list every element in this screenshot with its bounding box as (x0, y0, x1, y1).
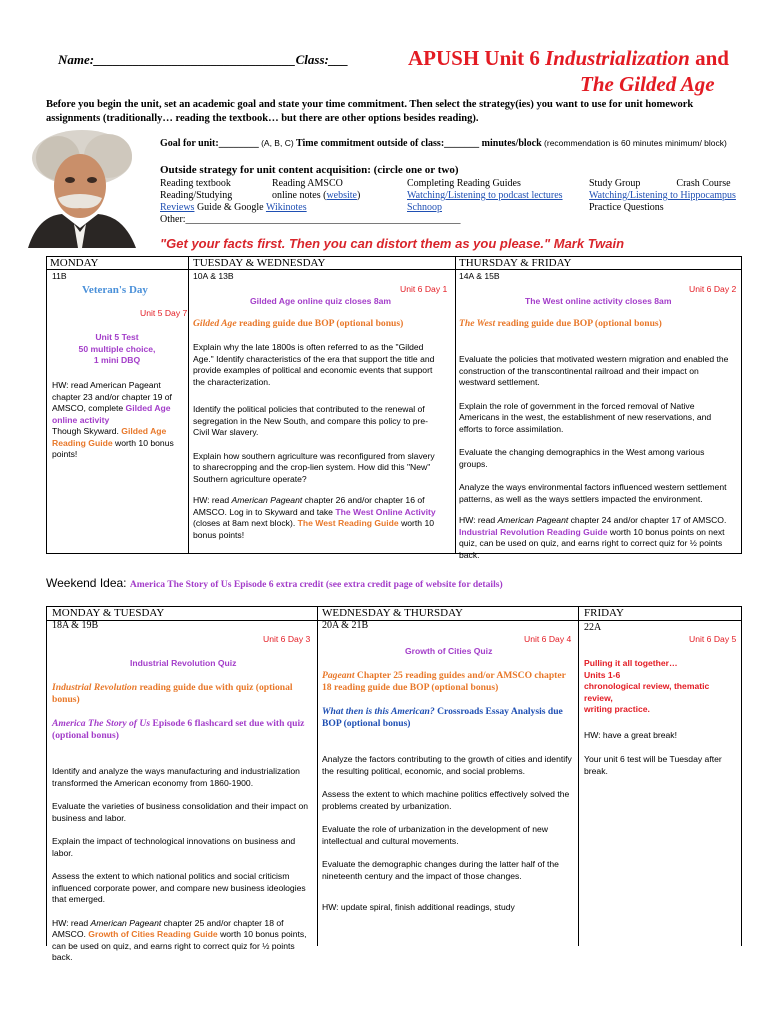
west-guide-due: The West reading guide due BOP (optional bonus) (459, 318, 662, 329)
header-thu-fri: THURSDAY & FRIDAY (459, 257, 572, 269)
name-class-line: Name:_______________________________Class:___ (58, 52, 349, 67)
west-activity-closes: The West online activity closes 8am (525, 296, 672, 306)
west-reading-guide-link[interactable]: The West Reading Guide (297, 518, 399, 528)
crossroads-essay-due: What then is this American? Crossroads Essay Analysis due BOP (optional bonus) (322, 706, 563, 729)
reviews-link[interactable]: Reviews (160, 202, 195, 213)
gilded-age-guide-due: Gilded Age reading guide due BOP (optional bonus) (193, 318, 404, 329)
date-wed-thu: 20A & 21B (322, 620, 369, 631)
strategy-col2: Reading AMSCO online notes (website) (272, 178, 361, 201)
goal-line: Goal for unit:________ (A, B, C) Time commitment outside of class:_______ minutes/block (recommendation is 60 minutes minimum/ block) (160, 138, 727, 149)
industrial-revolution-guide-link[interactable]: Industrial Revolution Reading Guide (459, 526, 608, 537)
header-monday: MONDAY (50, 257, 99, 269)
industrial-revolution-quiz: Industrial Revolution Quiz (130, 658, 237, 668)
schnoop-link[interactable]: Schnoop (407, 202, 442, 213)
podcast-lectures-link[interactable]: Watching/Listening to podcast lectures (407, 190, 563, 201)
growth-of-cities-guide-link[interactable]: Growth of Cities Reading Guide (88, 929, 218, 939)
unit-day-label: Unit 6 Day 5 (689, 634, 737, 644)
mark-twain-quote: "Get your facts first. Then you can distort them as you please." Mark Twain (160, 236, 625, 251)
unit5-test: Unit 5 Test 50 multiple choice, 1 mini DBQ (78, 332, 156, 365)
hippocampus-link[interactable]: Watching/Listening to Hippocampus (589, 190, 736, 201)
mon-tue-objectives: Identify and analyze the ways manufacturing and industrialization transformed the American economy from 1860-1900. Evaluate the varieties of business consolidation and their impact on business and labor. Explain the impact of technological innovations on business and labor. Assess the extent to which national politics and social criticism influenced corporate power, and compare new business ideologies that emerged. HW: read American Pageant chapter 25 and/or chapter 18 of AMSCO. Growth of Cities Reading Guide worth 10 bonus points, can be used on quiz, and earns right to correct quiz for ½ points back. (52, 766, 309, 962)
date-monday: 11B (52, 271, 67, 281)
wikinotes-link[interactable]: Wikinotes (265, 202, 307, 213)
monday-homework: HW: read American Pageant chapter 23 and/or chapter 19 of AMSCO, complete Gilded Age online activity Though Skyward. Gilded Age Reading Guide worth 10 bonus points! (52, 380, 174, 459)
strategy-col4: Study Group Crash Course Watching/Listening to Hippocampus Practice Questions (589, 178, 736, 213)
date-mon-tue: 18A & 19B (52, 620, 99, 631)
unit-day-label: Unit 6 Day 2 (689, 284, 737, 294)
gilded-age-activity-link[interactable]: Gilded Age online activity (52, 403, 171, 425)
unit-day-label: Unit 6 Day 3 (263, 634, 311, 644)
header-tue-wed: TUESDAY & WEDNESDAY (193, 257, 326, 269)
industrial-revolution-guide-due: Industrial Revolution reading guide due with quiz (optional bonus) (52, 682, 293, 705)
date-tue-wed: 10A & 13B (193, 271, 234, 281)
veterans-day: Veteran's Day (82, 284, 148, 296)
strategy-col1: Reading textbook Reading/Studying Reviews Guide & Google Wikinotes Other:_______________________________________________________ (160, 178, 461, 225)
weekend-idea: Weekend Idea: America The Story of Us Episode 6 extra credit (see extra credit page of website for details) (46, 576, 503, 590)
date-friday: 22A (584, 622, 602, 633)
tue-wed-objectives: Explain why the late 1800s is often referred to as the "Gilded Age." Identify characteristics of the era that support the title and provide examples of political and economic events that support the characterization. Identify the political policies that contributed to the renewal of segregation in the New South, and compare this policy to pre-Civil War slavery. Explain how southern agriculture was reconfigured from slavery to sharecropping and the crop-lien system. How did this "New" Southern agriculture operate? HW: read American Pageant chapter 26 and/or chapter 16 of AMSCO. Log in to Skyward and take The West Online Activity (closes at 8am next block). The West Reading Guide worth 10 bonus points! (193, 342, 436, 540)
final-review: Pulling it all together… Units 1-6 chronological review, thematic review, writing practice. (584, 658, 710, 714)
unit6-test-note: Your unit 6 test will be Tuesday after break. (584, 754, 722, 776)
growth-of-cities-quiz: Growth of Cities Quiz (405, 646, 493, 656)
date-thu-fri: 14A & 15B (459, 271, 500, 281)
header-mon-tue: MONDAY & TUESDAY (52, 607, 165, 619)
unit-day-label: Unit 6 Day 1 (400, 284, 448, 294)
flashcard-set-due: America The Story of Us Episode 6 flashcard set due with quiz (optional bonus) (52, 718, 305, 741)
gilded-age-quiz-closes: Gilded Age online quiz closes 8am (250, 296, 392, 306)
header-wed-thu: WEDNESDAY & THURSDAY (322, 607, 463, 619)
unit-day-label: Unit 5 Day 7 (140, 308, 188, 318)
pageant-guides-due: Pageant Chapter 25 reading guides and/or AMSCO chapter 18 reading guide due BOP (optional bonus) (322, 670, 566, 693)
friday-homework: HW: have a great break! (584, 730, 677, 740)
website-link[interactable]: website (326, 190, 357, 201)
thu-fri-objectives: Evaluate the policies that motivated western migration and enabled the construction of the transcontinental railroad and their impact on westward settlement. Explain the role of government in the forced removal of Native Americans in the west, the establishment of new reservations, and efforts to force assimilation. Evaluate the changing demographics in the West among various groups. Analyze the ways environmental factors influenced western settlement patterns, as well as the ways settlers impacted the environment. HW: read American Pageant chapter 24 and/or chapter 17 of AMSCO. Industrial Revolution Reading Guide worth 10 bonus points on next quiz, can be used on quiz, and earns right to correct quiz for ½ points back. (459, 354, 729, 560)
mark-twain-portrait (18, 128, 146, 248)
strategy-col3: Completing Reading Guides Watching/Listening to podcast lectures Schnoop (407, 178, 563, 213)
strategy-title: Outside strategy for unit content acquisition: (circle one or two) (160, 164, 459, 176)
intro-instructions: Before you begin the unit, set an academic goal and state your time commitment. Then select the strategy(ies) you want to use for unit homework assignments (traditionally… reading the textbook… but there are other options besides reading). (46, 99, 694, 124)
west-online-activity-link[interactable]: The West Online Activity (335, 506, 436, 517)
header-friday: FRIDAY (584, 607, 624, 619)
unit-day-label: Unit 6 Day 4 (524, 634, 572, 644)
wed-thu-objectives: Analyze the factors contributing to the growth of cities and identify the resulting political, economic, and social problems. Assess the extent to which machine politics effectively solved the problems created by urbanization. Evaluate the role of urbanization in the development of new intellectual and cultural movements. Evaluate the demographic changes during the latter half of the nineteenth century and the impact of those changes. HW: update spiral, finish additional readings, study (322, 754, 572, 912)
gilded-age-guide-link[interactable]: Gilded Age Reading Guide (52, 426, 167, 448)
page-title-line2: The Gilded Age (580, 72, 715, 96)
page-title: APUSH Unit 6 Industrialization and (408, 46, 729, 70)
